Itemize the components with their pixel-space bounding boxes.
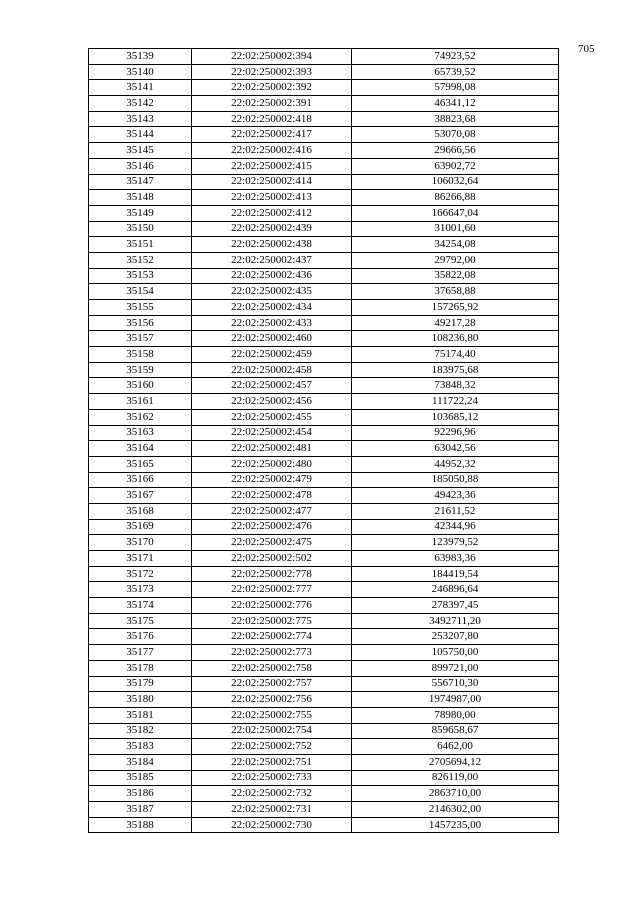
row-number-cell: 35178 bbox=[89, 660, 192, 676]
row-number-cell: 35187 bbox=[89, 802, 192, 818]
row-number-cell: 35148 bbox=[89, 190, 192, 206]
value-cell: 63902,72 bbox=[352, 158, 559, 174]
row-number-cell: 35172 bbox=[89, 566, 192, 582]
row-number-cell: 35157 bbox=[89, 331, 192, 347]
cadastral-number-cell: 22:02:250002:454 bbox=[192, 425, 352, 441]
table-row bbox=[89, 802, 559, 818]
value-cell: 49217,28 bbox=[352, 315, 559, 331]
row-number-cell: 35181 bbox=[89, 707, 192, 723]
row-number-cell: 35151 bbox=[89, 237, 192, 253]
row-number-cell: 35165 bbox=[89, 456, 192, 472]
cadastral-number-cell: 22:02:250002:412 bbox=[192, 205, 352, 221]
table-body bbox=[89, 49, 559, 833]
value-cell: 73848,32 bbox=[352, 378, 559, 394]
value-cell: 859658,67 bbox=[352, 723, 559, 739]
value-cell: 46341,12 bbox=[352, 96, 559, 112]
value-cell: 123979,52 bbox=[352, 535, 559, 551]
row-number-cell: 35168 bbox=[89, 503, 192, 519]
row-number-cell: 35171 bbox=[89, 551, 192, 567]
cadastral-number-cell: 22:02:250002:433 bbox=[192, 315, 352, 331]
value-cell: 42344,96 bbox=[352, 519, 559, 535]
value-cell: 63983,36 bbox=[352, 551, 559, 567]
table-row bbox=[89, 347, 559, 363]
cadastral-number-cell: 22:02:250002:413 bbox=[192, 190, 352, 206]
table-row bbox=[89, 770, 559, 786]
value-cell: 34254,08 bbox=[352, 237, 559, 253]
value-cell: 2863710,00 bbox=[352, 786, 559, 802]
cadastral-number-cell: 22:02:250002:757 bbox=[192, 676, 352, 692]
value-cell: 1457235,00 bbox=[352, 817, 559, 833]
row-number-cell: 35146 bbox=[89, 158, 192, 174]
cadastral-number-cell: 22:02:250002:733 bbox=[192, 770, 352, 786]
row-number-cell: 35143 bbox=[89, 111, 192, 127]
row-number-cell: 35145 bbox=[89, 143, 192, 159]
value-cell: 44952,32 bbox=[352, 456, 559, 472]
cadastral-number-cell: 22:02:250002:437 bbox=[192, 252, 352, 268]
cadastral-number-cell: 22:02:250002:394 bbox=[192, 49, 352, 65]
row-number-cell: 35161 bbox=[89, 394, 192, 410]
value-cell: 37658,88 bbox=[352, 284, 559, 300]
value-cell: 2146302,00 bbox=[352, 802, 559, 818]
row-number-cell: 35175 bbox=[89, 613, 192, 629]
cadastral-number-cell: 22:02:250002:458 bbox=[192, 362, 352, 378]
row-number-cell: 35186 bbox=[89, 786, 192, 802]
table-row bbox=[89, 378, 559, 394]
table-row bbox=[89, 707, 559, 723]
cadastral-number-cell: 22:02:250002:393 bbox=[192, 64, 352, 80]
table-row bbox=[89, 645, 559, 661]
row-number-cell: 35179 bbox=[89, 676, 192, 692]
row-number-cell: 35147 bbox=[89, 174, 192, 190]
table-row bbox=[89, 582, 559, 598]
row-number-cell: 35177 bbox=[89, 645, 192, 661]
table-row bbox=[89, 519, 559, 535]
row-number-cell: 35184 bbox=[89, 754, 192, 770]
table-row bbox=[89, 268, 559, 284]
row-number-cell: 35158 bbox=[89, 347, 192, 363]
row-number-cell: 35150 bbox=[89, 221, 192, 237]
row-number-cell: 35153 bbox=[89, 268, 192, 284]
cadastral-number-cell: 22:02:250002:414 bbox=[192, 174, 352, 190]
cadastral-number-cell: 22:02:250002:481 bbox=[192, 441, 352, 457]
value-cell: 2705694,12 bbox=[352, 754, 559, 770]
value-cell: 21611,52 bbox=[352, 503, 559, 519]
row-number-cell: 35164 bbox=[89, 441, 192, 457]
row-number-cell: 35176 bbox=[89, 629, 192, 645]
row-number-cell: 35180 bbox=[89, 692, 192, 708]
row-number-cell: 35162 bbox=[89, 409, 192, 425]
page-number: 705 bbox=[578, 43, 595, 55]
value-cell: 49423,36 bbox=[352, 488, 559, 504]
cadastral-number-cell: 22:02:250002:457 bbox=[192, 378, 352, 394]
cadastral-number-cell: 22:02:250002:459 bbox=[192, 347, 352, 363]
row-number-cell: 35166 bbox=[89, 472, 192, 488]
cadastral-number-cell: 22:02:250002:756 bbox=[192, 692, 352, 708]
cadastral-number-cell: 22:02:250002:455 bbox=[192, 409, 352, 425]
row-number-cell: 35140 bbox=[89, 64, 192, 80]
cadastral-number-cell: 22:02:250002:434 bbox=[192, 300, 352, 316]
table-row bbox=[89, 723, 559, 739]
cadastral-number-cell: 22:02:250002:777 bbox=[192, 582, 352, 598]
value-cell: 92296,96 bbox=[352, 425, 559, 441]
table-row bbox=[89, 425, 559, 441]
row-number-cell: 35142 bbox=[89, 96, 192, 112]
row-number-cell: 35159 bbox=[89, 362, 192, 378]
cadastral-number-cell: 22:02:250002:456 bbox=[192, 394, 352, 410]
row-number-cell: 35144 bbox=[89, 127, 192, 143]
value-cell: 1974987,00 bbox=[352, 692, 559, 708]
table-row bbox=[89, 551, 559, 567]
table-row bbox=[89, 284, 559, 300]
cadastral-number-cell: 22:02:250002:758 bbox=[192, 660, 352, 676]
value-cell: 38823,68 bbox=[352, 111, 559, 127]
cadastral-number-cell: 22:02:250002:731 bbox=[192, 802, 352, 818]
row-number-cell: 35174 bbox=[89, 598, 192, 614]
value-cell: 246896,64 bbox=[352, 582, 559, 598]
row-number-cell: 35155 bbox=[89, 300, 192, 316]
row-number-cell: 35149 bbox=[89, 205, 192, 221]
value-cell: 183975,68 bbox=[352, 362, 559, 378]
table-row bbox=[89, 535, 559, 551]
table-row bbox=[89, 456, 559, 472]
value-cell: 253207,80 bbox=[352, 629, 559, 645]
table-row bbox=[89, 786, 559, 802]
cadastral-table bbox=[88, 48, 559, 833]
row-number-cell: 35167 bbox=[89, 488, 192, 504]
value-cell: 185050,88 bbox=[352, 472, 559, 488]
table-row bbox=[89, 96, 559, 112]
value-cell: 29792,00 bbox=[352, 252, 559, 268]
cadastral-number-cell: 22:02:250002:391 bbox=[192, 96, 352, 112]
value-cell: 63042,56 bbox=[352, 441, 559, 457]
cadastral-number-cell: 22:02:250002:502 bbox=[192, 551, 352, 567]
value-cell: 166647,04 bbox=[352, 205, 559, 221]
cadastral-number-cell: 22:02:250002:773 bbox=[192, 645, 352, 661]
table-row bbox=[89, 158, 559, 174]
row-number-cell: 35185 bbox=[89, 770, 192, 786]
row-number-cell: 35163 bbox=[89, 425, 192, 441]
table-row bbox=[89, 143, 559, 159]
value-cell: 103685,12 bbox=[352, 409, 559, 425]
row-number-cell: 35156 bbox=[89, 315, 192, 331]
cadastral-number-cell: 22:02:250002:415 bbox=[192, 158, 352, 174]
table-row bbox=[89, 660, 559, 676]
table-row bbox=[89, 252, 559, 268]
value-cell: 184419,54 bbox=[352, 566, 559, 582]
table-row bbox=[89, 488, 559, 504]
cadastral-number-cell: 22:02:250002:392 bbox=[192, 80, 352, 96]
cadastral-number-cell: 22:02:250002:418 bbox=[192, 111, 352, 127]
value-cell: 157265,92 bbox=[352, 300, 559, 316]
row-number-cell: 35160 bbox=[89, 378, 192, 394]
cadastral-number-cell: 22:02:250002:439 bbox=[192, 221, 352, 237]
value-cell: 556710,30 bbox=[352, 676, 559, 692]
value-cell: 278397,45 bbox=[352, 598, 559, 614]
row-number-cell: 35169 bbox=[89, 519, 192, 535]
table-row bbox=[89, 64, 559, 80]
cadastral-number-cell: 22:02:250002:751 bbox=[192, 754, 352, 770]
table-row bbox=[89, 613, 559, 629]
cadastral-number-cell: 22:02:250002:774 bbox=[192, 629, 352, 645]
value-cell: 78980,00 bbox=[352, 707, 559, 723]
row-number-cell: 35188 bbox=[89, 817, 192, 833]
table-row bbox=[89, 754, 559, 770]
table-row bbox=[89, 111, 559, 127]
cadastral-number-cell: 22:02:250002:416 bbox=[192, 143, 352, 159]
row-number-cell: 35173 bbox=[89, 582, 192, 598]
value-cell: 111722,24 bbox=[352, 394, 559, 410]
cadastral-number-cell: 22:02:250002:752 bbox=[192, 739, 352, 755]
row-number-cell: 35170 bbox=[89, 535, 192, 551]
table-row bbox=[89, 394, 559, 410]
table-row bbox=[89, 127, 559, 143]
table-row bbox=[89, 409, 559, 425]
cadastral-number-cell: 22:02:250002:776 bbox=[192, 598, 352, 614]
table-row bbox=[89, 362, 559, 378]
value-cell: 6462,00 bbox=[352, 739, 559, 755]
table-row bbox=[89, 300, 559, 316]
value-cell: 86266,88 bbox=[352, 190, 559, 206]
table-row bbox=[89, 441, 559, 457]
cadastral-number-cell: 22:02:250002:417 bbox=[192, 127, 352, 143]
cadastral-number-cell: 22:02:250002:754 bbox=[192, 723, 352, 739]
table-row bbox=[89, 472, 559, 488]
value-cell: 106032,64 bbox=[352, 174, 559, 190]
table-row bbox=[89, 205, 559, 221]
value-cell: 65739,52 bbox=[352, 64, 559, 80]
table-row bbox=[89, 817, 559, 833]
value-cell: 3492711,20 bbox=[352, 613, 559, 629]
cadastral-number-cell: 22:02:250002:477 bbox=[192, 503, 352, 519]
table-row bbox=[89, 676, 559, 692]
table-row bbox=[89, 331, 559, 347]
cadastral-number-cell: 22:02:250002:480 bbox=[192, 456, 352, 472]
value-cell: 35822,08 bbox=[352, 268, 559, 284]
row-number-cell: 35183 bbox=[89, 739, 192, 755]
table-row bbox=[89, 49, 559, 65]
table-row bbox=[89, 739, 559, 755]
value-cell: 74923,52 bbox=[352, 49, 559, 65]
value-cell: 826119,00 bbox=[352, 770, 559, 786]
value-cell: 53070,08 bbox=[352, 127, 559, 143]
cadastral-number-cell: 22:02:250002:476 bbox=[192, 519, 352, 535]
table-row bbox=[89, 503, 559, 519]
cadastral-number-cell: 22:02:250002:460 bbox=[192, 331, 352, 347]
row-number-cell: 35154 bbox=[89, 284, 192, 300]
value-cell: 57998,08 bbox=[352, 80, 559, 96]
value-cell: 75174,40 bbox=[352, 347, 559, 363]
table-row bbox=[89, 692, 559, 708]
cadastral-number-cell: 22:02:250002:775 bbox=[192, 613, 352, 629]
cadastral-number-cell: 22:02:250002:435 bbox=[192, 284, 352, 300]
cadastral-number-cell: 22:02:250002:479 bbox=[192, 472, 352, 488]
cadastral-number-cell: 22:02:250002:436 bbox=[192, 268, 352, 284]
row-number-cell: 35182 bbox=[89, 723, 192, 739]
cadastral-number-cell: 22:02:250002:755 bbox=[192, 707, 352, 723]
value-cell: 108236,80 bbox=[352, 331, 559, 347]
cadastral-number-cell: 22:02:250002:478 bbox=[192, 488, 352, 504]
table-row bbox=[89, 174, 559, 190]
table-row bbox=[89, 566, 559, 582]
cadastral-number-cell: 22:02:250002:778 bbox=[192, 566, 352, 582]
table-row bbox=[89, 315, 559, 331]
row-number-cell: 35141 bbox=[89, 80, 192, 96]
table-row bbox=[89, 629, 559, 645]
value-cell: 29666,56 bbox=[352, 143, 559, 159]
row-number-cell: 35139 bbox=[89, 49, 192, 65]
cadastral-number-cell: 22:02:250002:438 bbox=[192, 237, 352, 253]
table-row bbox=[89, 237, 559, 253]
cadastral-number-cell: 22:02:250002:730 bbox=[192, 817, 352, 833]
table-row bbox=[89, 190, 559, 206]
cadastral-number-cell: 22:02:250002:475 bbox=[192, 535, 352, 551]
value-cell: 31001,60 bbox=[352, 221, 559, 237]
value-cell: 899721,00 bbox=[352, 660, 559, 676]
table-row bbox=[89, 221, 559, 237]
table-row bbox=[89, 80, 559, 96]
table-row bbox=[89, 598, 559, 614]
row-number-cell: 35152 bbox=[89, 252, 192, 268]
cadastral-number-cell: 22:02:250002:732 bbox=[192, 786, 352, 802]
value-cell: 105750,00 bbox=[352, 645, 559, 661]
